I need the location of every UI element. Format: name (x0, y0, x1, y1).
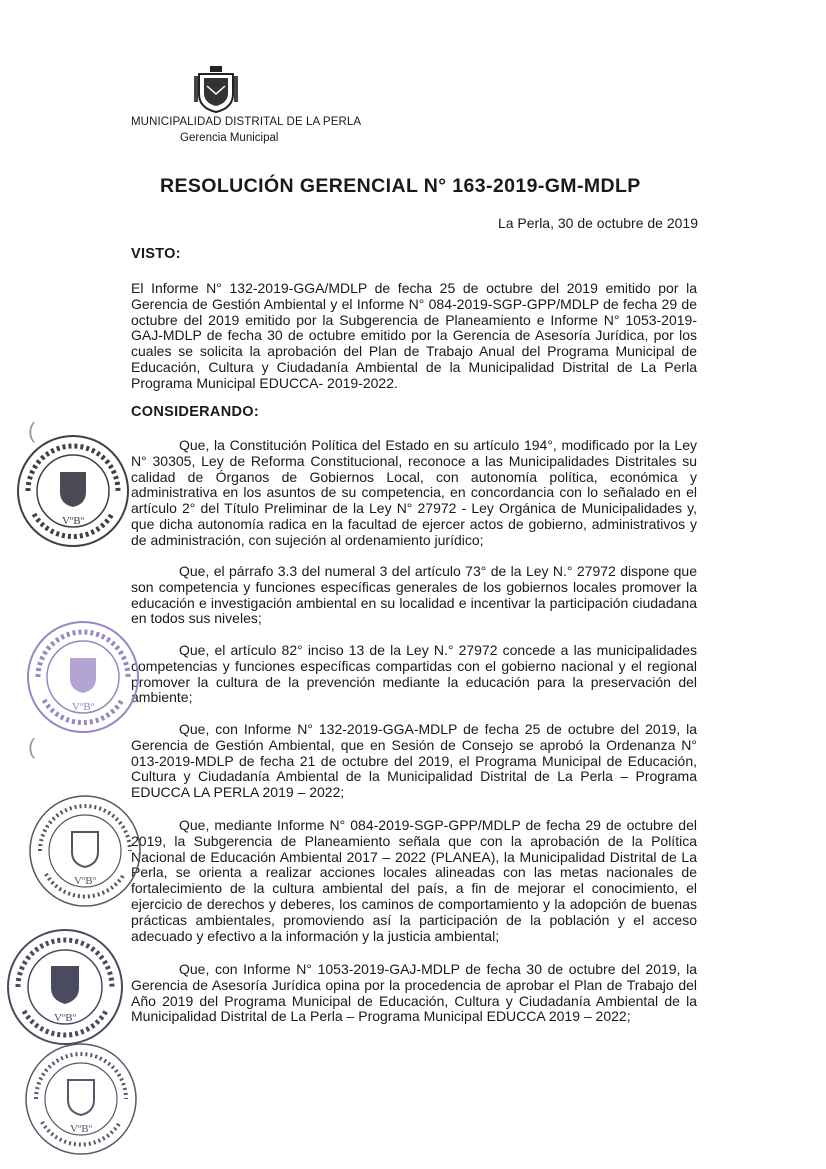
considerando-paragraph-2: Que, el párrafo 3.3 del numeral 3 del artículo 73° de la Ley N.° 27972 dispone que son competencia y funciones específicas generales de los gobiernos locales promover la educación e investigación ambiental en su localidad e incentivar la participación ciudadana en todos sus niveles; (131, 563, 697, 627)
considerando-paragraph-6: Que, con Informe N° 1053-2019-GAJ-MDLP de fecha 30 de octubre del 2019, la Gerencia de Asesoría Jurídica opina por la procedencia de aprobar el Plan de Trabajo del Año 2019 del Programa Municipal de Educación, Cultura y Ciudadanía Ambiental de la Municipalidad Distrital de La Perla – Programa Municipal EDUCCA 2019 – 2022; (131, 961, 697, 1025)
planeamiento-stamp-icon (4, 926, 126, 1048)
considerando-paragraph-4: Que, con Informe N° 132-2019-GGA-MDLP de fecha 25 de octubre del 2019, la Gerencia de Gestión Ambiental, que en Sesión de Consejo se aprobó la Ordenanza N° 013-2019-MDLP de fecha 21 de octubre del 2019, el Programa Municipal de Educación, Cultura y Ciudadanía Ambiental de la Municipalidad Distrital de La Perla – Programa EDUCCA LA PERLA 2019 – 2022; (131, 721, 697, 801)
gerencia-municipal-stamp-icon (14, 432, 132, 550)
margin-bracket-mark: ( (28, 734, 36, 759)
svg-text:VºBº: VºBº (73, 875, 97, 887)
department-name: Gerencia Municipal (180, 132, 279, 144)
organization-name: MUNICIPALIDAD DISTRITAL DE LA PERLA (131, 116, 362, 128)
resolution-date: La Perla, 30 de octubre de 2019 (497, 215, 698, 231)
gestion-ambiental-stamp-icon (26, 792, 144, 910)
svg-text:VºBº: VºBº (69, 1123, 93, 1135)
visto-heading: VISTO: (131, 246, 181, 262)
svg-text:VºBº: VºBº (53, 1012, 77, 1024)
margin-bracket-mark: ( (28, 418, 36, 443)
municipal-crest-icon (193, 64, 239, 114)
considerando-paragraph-3: Que, el artículo 82° inciso 13 de la Ley N.° 27972 concede a las municipalidades competencias y funciones específicas compartidas con el gobierno nacional y el regional promover la cultura de la prevención mediante la educación para la preservación del ambiente; (131, 642, 697, 706)
considerando-heading: CONSIDERANDO: (131, 404, 259, 420)
svg-text:VºBº: VºBº (61, 515, 85, 527)
considerando-paragraph-1: Que, la Constitución Política del Estado en su artículo 194°, modificado por la Ley N° 30305, Ley de Reforma Constitucional, reconoce a las Municipalidades Distritales su calidad de Órganos de Gobiernos Local, con autonomía política, económica y administrativa en los asuntos de su competencia, en concordancia con lo señalado en el artículo 2° del Título Preliminar de la Ley N° 27972 - Ley Orgánica de Municipalidades y, que dicha autonomía radica en la facultad de ejercer actos de gobierno, administrativos y de administración, con sujeción al ordenamiento jurídico; (131, 437, 697, 548)
asesoria-juridica-stamp-icon (24, 618, 142, 736)
svg-text:VºBº: VºBº (71, 701, 95, 713)
considerando-paragraph-5: Que, mediante Informe N° 084-2019-SGP-GPP/MDLP de fecha 29 de octubre del 2019, la Subgerencia de Planeamiento señala que con la aprobación de la Política Nacional de Educación Ambiental 2017 – 2022 (PLANEA), la Municipalidad Distrital de La Perla, se orienta a realizar acciones locales alineadas con las metas nacionales de fortalecimiento de la cultura ambiental del país, a fin de mejorar el conocimiento, el ejercicio de derechos y deberes, los caminos de comportamiento y la adopción de buenas prácticas ambientales, promoviendo así la participación de la población y el acceso adecuado y efectivo a la información y la justicia ambiental; (131, 817, 697, 944)
visto-paragraph: El Informe N° 132-2019-GGA/MDLP de fecha 25 de octubre del 2019 emitido por la Gerencia de Gestión Ambiental y el Informe N° 084-2019-SGP-GPP/MDLP de fecha 29 de octubre del 2019 emitido por la Subgerencia de Planeamiento e Informe N° 1053-2019-GAJ-MDLP de fecha 30 de octubre emitido por la Gerencia de Asesoría Jurídica, por los cuales se solicita la aprobación del Plan de Trabajo Anual del Programa Municipal de Educación, Cultura y Ciudadanía Ambiental de la Municipalidad Distrital de La Perla Programa Municipal EDUCCA- 2019-2022. (131, 280, 697, 391)
planificacion-presupuesto-stamp-icon (22, 1040, 140, 1158)
resolution-title: RESOLUCIÓN GERENCIAL N° 163-2019-GM-MDLP (160, 175, 641, 197)
